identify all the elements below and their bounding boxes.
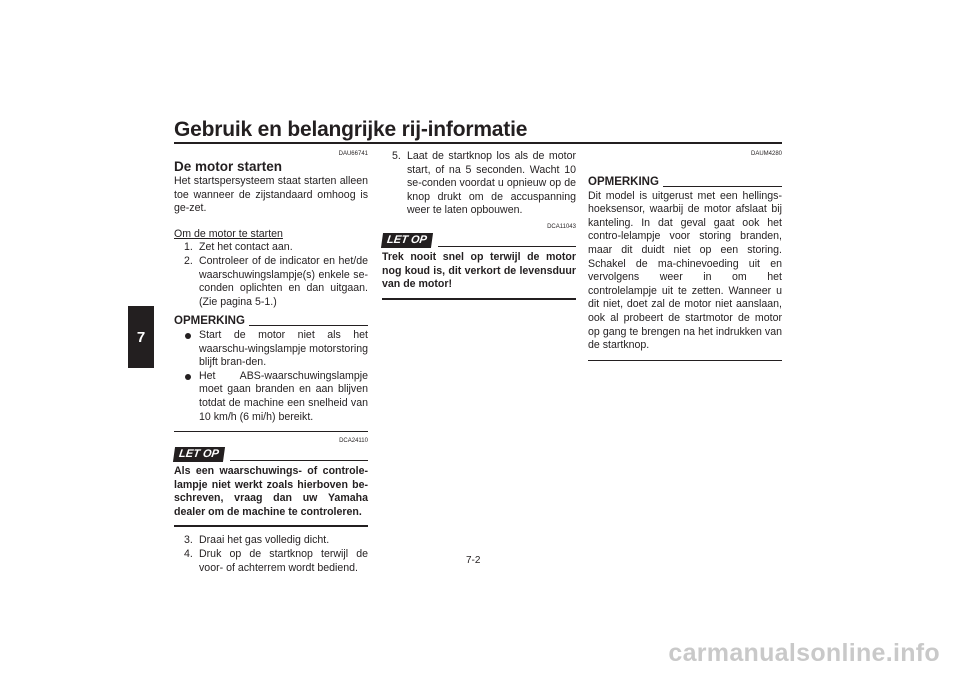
note-title-rule xyxy=(249,325,368,326)
bullet-icon xyxy=(185,333,191,339)
bullet-text: Het ABS-waarschuwingslampje moet gaan branden en aan blijven totdat de machine een snelheid van 10 km/h (6 mi/h) bereikt. xyxy=(199,369,368,423)
step-item xyxy=(174,534,368,548)
caution-label: LET OP xyxy=(381,233,433,248)
header-rule xyxy=(174,142,782,144)
step-item xyxy=(174,241,368,255)
column-3 xyxy=(588,150,782,361)
bullet-text: Start de motor niet als het waarschu-wingslampje motorstoring blijft bran-den. xyxy=(199,328,368,369)
caution-code: DCA11043 xyxy=(547,223,576,230)
caution-header xyxy=(174,447,368,462)
note-bullet xyxy=(174,329,368,370)
chapter-tab: 7 xyxy=(128,306,154,368)
caution-text: Als een waarschuwings- of controle-lampje niet werkt zoals hierboven be-schreven, vraag dan uw Yamaha dealer om de machine te controleren. xyxy=(174,465,368,518)
caution-header-rule xyxy=(230,460,368,461)
note-title: OPMERKING xyxy=(174,315,245,328)
step-text: Druk op de startknop terwijl de voor- of achterrem wordt bediend. xyxy=(199,548,368,574)
note-paragraph: Dit model is uitgerust met een hellings-hoeksensor, waarbij de motor afslaat bij kanteling. In dat geval gaat ook het contro-lelampje voor storing branden, maar dit duidt niet op een storing. Schakel de ma-chinevoeding uit en vervolgens weer in om het controlelampje uit te zetten. Wanneer u dit niet, doet zal de motor niet aanslaan, ook al probeert de startmotor de motor op gang te brengen na het indrukken van de startknop. xyxy=(588,189,782,352)
subheading: Om de motor te starten xyxy=(174,227,283,240)
caution-header-rule xyxy=(438,246,576,247)
caution-text: Trek nooit snel op terwijl de motor nog koud is, dit verkort de levensduur van de motor! xyxy=(382,250,576,291)
page-title: Gebruik en belangrijke rij-informatie xyxy=(174,118,528,141)
column-1 xyxy=(174,150,368,575)
step-number: 5. xyxy=(392,150,401,162)
step-item xyxy=(174,548,368,575)
note-end-rule xyxy=(174,431,368,432)
intro-paragraph: Het startspersysteem staat starten alleen toe wanneer de zijstandaard omhoog is ge-zet. xyxy=(174,175,368,215)
column-2 xyxy=(382,150,576,300)
step-number: 3. xyxy=(184,534,193,547)
caution-label: LET OP xyxy=(173,447,225,462)
caution-end-rule xyxy=(382,298,576,300)
note-end-rule xyxy=(588,360,782,361)
step-item xyxy=(174,255,368,309)
section-code: DAUM4280 xyxy=(750,151,782,157)
note-bullet xyxy=(174,370,368,424)
note-header xyxy=(588,176,782,190)
section-heading: De motor starten xyxy=(174,159,283,174)
page-number: 7-2 xyxy=(466,555,481,566)
note-title-rule xyxy=(663,186,782,187)
note-header xyxy=(174,315,368,329)
step-text: Zet het contact aan. xyxy=(199,241,293,254)
step-number: 4. xyxy=(184,548,193,561)
note-title: OPMERKING xyxy=(588,176,659,188)
watermark: carmanualsonline.info xyxy=(668,639,940,667)
step-text: Laat de startknop los als de motor start, of na 5 seconden. Wacht 10 se-conden voordat u opnieuw op de knop drukt om de accuspanning weer te laten opbouwen. xyxy=(407,150,576,217)
caution-header xyxy=(382,233,576,248)
caution-end-rule xyxy=(174,525,368,527)
step-number: 2. xyxy=(184,254,193,267)
step-number: 1. xyxy=(184,241,193,254)
section-code: DAU66741 xyxy=(338,151,368,157)
step-item xyxy=(382,150,576,218)
step-text: Draai het gas volledig dicht. xyxy=(199,534,330,547)
bullet-icon xyxy=(185,374,191,380)
caution-code: DCA24110 xyxy=(339,438,368,445)
step-text: Controleer of de indicator en het/de waarschuwingslampje(s) enkele se-conden oplichten en dan uitgaan. (Zie pagina 5-1.) xyxy=(199,254,368,308)
